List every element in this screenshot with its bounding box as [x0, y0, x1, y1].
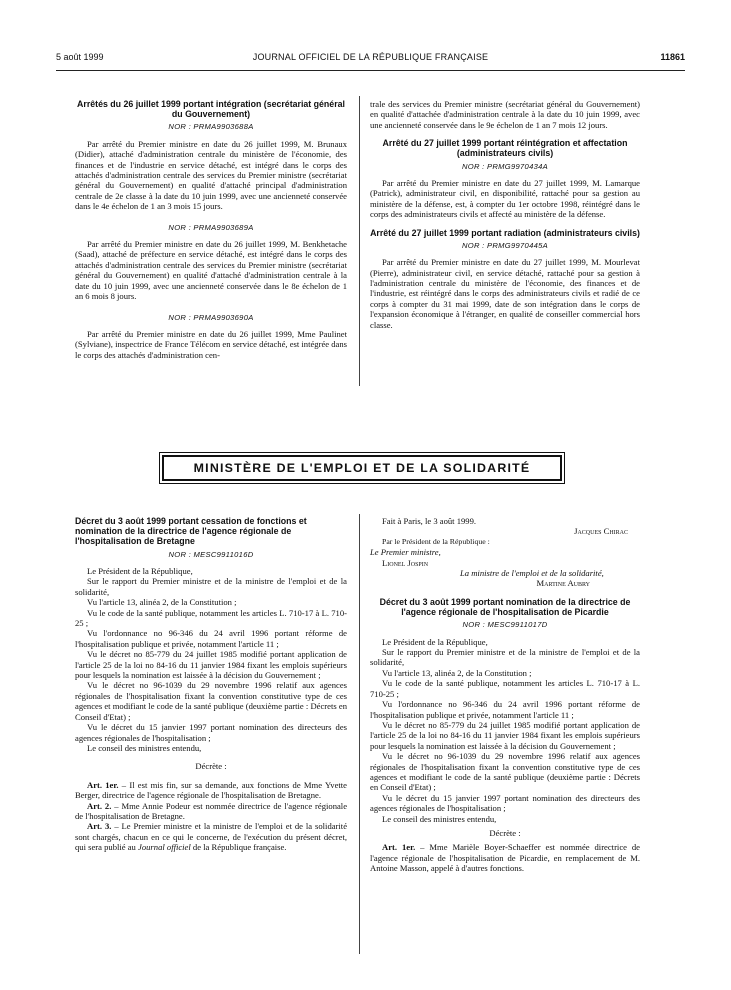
- pm-name: Lionel Jospin: [382, 557, 429, 568]
- article-3: Art. 3. – Le Premier ministre et la ministre de l'emploi et de la solidarité sont chargés, chacun en ce qui le concerne, de l'exécution du présent décret, qui sera publié au Journal officiel de la République française.: [75, 821, 348, 853]
- pm-title: Le Premier ministre,: [370, 547, 441, 558]
- signatory-president: Jacques Chirac: [574, 526, 628, 537]
- article-1: Art. 1er. – Mme Marièle Boyer-Schaeffer est nommée directrice de l'agence régionale de l'hospitalisation de Picardie, en remplacement de M. Antoine Masson, appelé à d'autres fonctions.: [370, 842, 640, 874]
- article-1: Art. 1er. – Il est mis fin, sur sa demande, aux fonctions de Mme Yvette Berger, directrice de l'agence régionale de l'hospitalisation de Bretagne.: [75, 779, 347, 801]
- decree-title: Décret du 3 août 1999 portant nomination de la directrice de l'agence régionale de l'hospitalisation de Picardie: [379, 596, 631, 618]
- nor-reference: NOR : PRMA9903690A: [168, 312, 254, 322]
- paragraph: Le conseil des ministres entendu,: [382, 813, 497, 824]
- section-title: Arrêté du 27 juillet 1999 portant réintégration et affectation (administrateurs civils): [382, 138, 628, 159]
- minister-name: Martine Aubry: [536, 578, 590, 589]
- top-right-column: [370, 99, 640, 330]
- decree-title: Décret du 3 août 1999 portant cessation de fonctions et nomination de la directrice de l'agence régionale de l'hospitalisation de Bretagne: [75, 516, 307, 547]
- paragraph: Par arrêté du Premier ministre en date du 26 juillet 1999, M. Benkhetache (Saad), attaché de préfecture en service détaché, est intégré dans le corps des attachés d'administration centrale des services du Premier ministre (secrétariat général du Gouvernement) en qualité d'attaché d'administration centrale à la date du 10 juin 1999, avec une ancienneté conservée dans le 8e échelon de 1 an 6 mois 8 jours.: [75, 239, 347, 302]
- paragraph: Vu l'article 13, alinéa 2, de la Constitution ;: [87, 597, 237, 608]
- decrete-heading: Décrète :: [195, 761, 227, 772]
- paragraph: Vu le décret no 96-1039 du 29 novembre 1996 relatif aux agences régionales de l'hospitalisation fixant la convention constitutive type de ces agences et modifiant le code de la santé publique (deuxième partie : Décrets en Conseil d'Etat) ;: [75, 680, 347, 722]
- paragraph: Par arrêté du Premier ministre en date du 27 juillet 1999, M. Lamarque (Patrick), administrateur civil, en disponibilité, rattaché pour sa gestion au ministère de la défense, est, à compter du 1er octobre 1998, réintégré dans le corps des administrateurs civils et affecté au ministère de la défense.: [370, 178, 640, 220]
- header-date: 5 août 1999: [56, 52, 104, 62]
- paragraph: Vu l'ordonnance no 96-346 du 24 avril 1996 portant réforme de l'hospitalisation publique et privée, notamment l'article 11 ;: [370, 699, 640, 720]
- nor-reference: NOR : MESC9911016D: [168, 549, 254, 559]
- header-page-number: 11861: [660, 52, 685, 62]
- decrete-heading: Décrète :: [489, 827, 521, 838]
- paragraph: Sur le rapport du Premier ministre et de la ministre de l'emploi et de la solidarité,: [370, 647, 640, 668]
- bottom-right-column: [370, 516, 640, 874]
- paragraph: Vu le décret no 85-779 du 24 juillet 1985 modifié portant application de l'article 25 de la loi no 84-16 du 11 janvier 1984 fixant les emplois supérieurs pour lesquels la nomination est laissée à la décision du Gouvernement ;: [75, 649, 347, 681]
- paragraph: Vu le décret du 15 janvier 1997 portant nomination des directeurs des agences régionales de l'hospitalisation ;: [370, 792, 640, 814]
- paragraph: Par arrêté du Premier ministre en date du 26 juillet 1999, Mme Paulinet (Sylviane), inspectrice de France Télécom en service détaché, est intégrée dans le corps des attachés d'administration cen-: [75, 328, 347, 360]
- column-divider: [359, 96, 360, 386]
- paragraph: Vu le code de la santé publique, notamment les articles L. 710-17 à L. 710-25 ;: [370, 678, 640, 699]
- paragraph: Vu le décret no 85-779 du 24 juillet 1985 modifié portant application de l'article 25 de la loi no 84-16 du 11 janvier 1984 fixant les emplois supérieurs pour lesquels la nomination est laissée à la décision du Gouvernement ;: [370, 719, 640, 751]
- paragraph: Le Président de la République,: [87, 566, 193, 577]
- page-header: [56, 52, 685, 71]
- paragraph: Vu le décret no 96-1039 du 29 novembre 1996 relatif aux agences régionales de l'hospitalisation fixant la convention constitutive type de ces agences et modifiant le code de la santé publique (deuxième partie : Décrets en Conseil d'Etat) ;: [370, 751, 640, 793]
- ministry-banner: MINISTÈRE DE L'EMPLOI ET DE LA SOLIDARITÉ: [162, 455, 562, 481]
- bottom-left-column: [75, 516, 347, 853]
- section-title: Arrêtés du 26 juillet 1999 portant intégration (secrétariat général du Gouvernement): [77, 99, 345, 120]
- paragraph: Par arrêté du Premier ministre en date du 26 juillet 1999, M. Brunaux (Didier), attaché d'administration centrale du ministère de l'économie, des finances et de l'industrie en service détaché, est intégré dans le corps des attachés d'administration centrale des services du Premier ministre (secrétariat général du Gouvernement) en qualité d'attaché principal d'administration centrale de 2e classe à la date du 10 juin 1999, avec une ancienneté conservée dans le 4e échelon de 1 an 3 mois 15 jours.: [75, 138, 347, 212]
- paragraph: Vu le code de la santé publique, notamment les articles L. 710-17 à L. 710-25 ;: [75, 607, 347, 629]
- paragraph: Par arrêté du Premier ministre en date du 27 juillet 1999, M. Mourlevat (Pierre), administrateur civil, en service détaché, rattaché pour sa gestion à l'administration centrale du ministère de l'économie, des finances et de l'industrie, est réintégré dans le corps des administrateurs civils et radié de ce corps à compter du 31 mai 1999, date de son intégration dans le corps de l'expansion économique à l'étranger, en qualité de conseiller commercial hors classe.: [370, 257, 640, 330]
- nor-reference: NOR : PRMA9903689A: [168, 222, 254, 232]
- paragraph: Vu le décret du 15 janvier 1997 portant nomination des directeurs des agences régionales de l'hospitalisation ;: [75, 722, 347, 743]
- header-journal-title: JOURNAL OFFICIEL DE LA RÉPUBLIQUE FRANÇAISE: [252, 52, 489, 62]
- column-divider: [359, 514, 360, 954]
- paragraph: Le conseil des ministres entendu,: [87, 742, 202, 753]
- paragraph: trale des services du Premier ministre (secrétariat général du Gouvernement) en qualité d'attachée d'administration centrale à la date du 10 juin 1999, avec une ancienneté conservée dans le 9e échelon de 1 an 7 mois 12 jours.: [370, 99, 640, 130]
- nor-reference: NOR : MESC9911017D: [462, 620, 548, 630]
- fait-a-paris: Fait à Paris, le 3 août 1999.: [382, 516, 477, 526]
- nor-reference: NOR : PRMG9970434A: [461, 161, 548, 171]
- nor-reference: NOR : PRMA9903688A: [168, 122, 254, 132]
- article-2: Art. 2. – Mme Annie Podeur est nommée directrice de l'agence régionale de l'hospitalisation de Bretagne.: [75, 800, 348, 821]
- minister-title: La ministre de l'emploi et de la solidarité,: [460, 568, 604, 579]
- paragraph: Vu l'article 13, alinéa 2, de la Constitution ;: [382, 667, 532, 678]
- paragraph: Vu l'ordonnance no 96-346 du 24 avril 1996 portant réforme de l'hospitalisation publique et privée, notamment l'article 11 ;: [75, 628, 347, 649]
- paragraph: Le Président de la République,: [382, 636, 488, 647]
- par-le-president: Par le Président de la République :: [382, 536, 490, 546]
- paragraph: Sur le rapport du Premier ministre et de la ministre de l'emploi et de la solidarité,: [75, 576, 347, 597]
- nor-reference: NOR : PRMG9970445A: [461, 240, 548, 250]
- section-title: Arrêté du 27 juillet 1999 portant radiation (administrateurs civils): [370, 227, 640, 238]
- top-left-column: [75, 99, 347, 360]
